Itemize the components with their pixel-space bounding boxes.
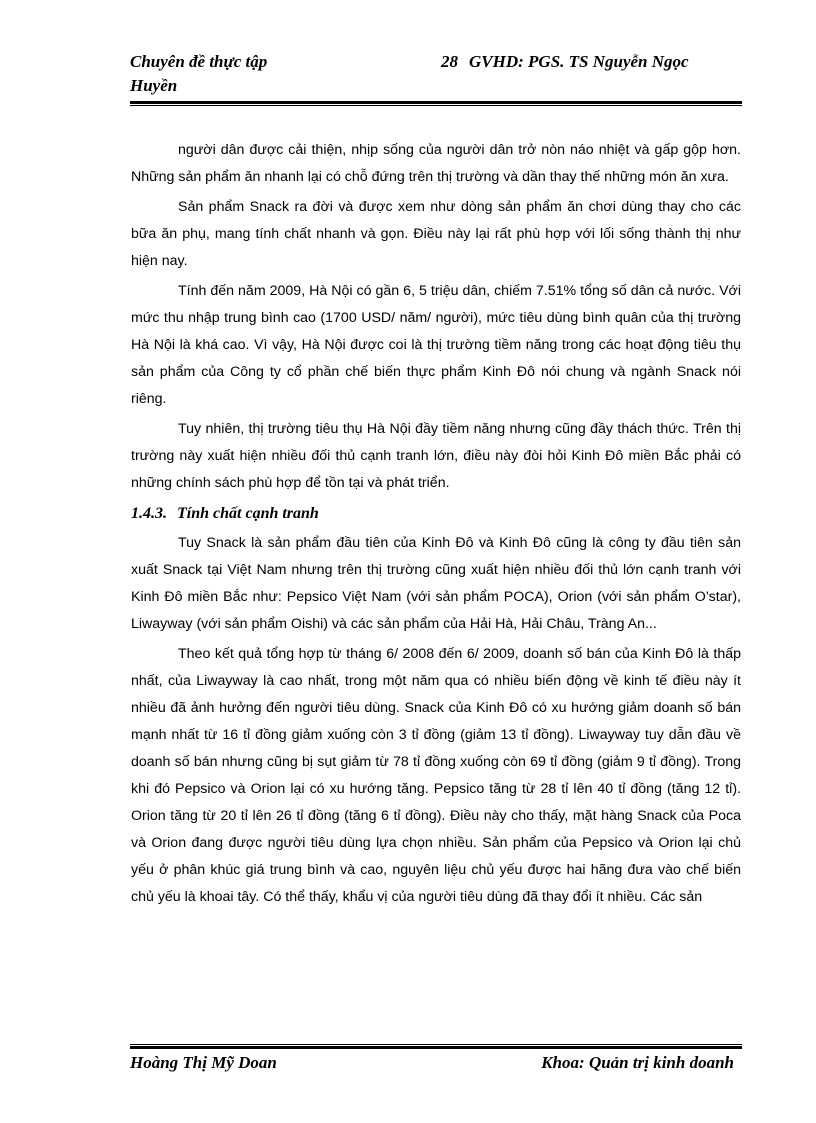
section-title: Tính chất cạnh tranh xyxy=(177,505,319,522)
section-number: 1.4.3. xyxy=(131,505,167,522)
body-paragraph: Tuy nhiên, thị trường tiêu thụ Hà Nội đầy tiềm năng nhưng cũng đầy thách thức. Trên thị trường này xuất hiện nhiều đối thủ cạnh tranh lớn, điều này đòi hỏi Kinh Đô miền Bắc phải có những chính sách phù hợp để tồn tại và phát triển. xyxy=(131,421,741,491)
footer-rule xyxy=(130,1044,742,1049)
page-number: 28 xyxy=(441,52,458,71)
header-rule xyxy=(130,101,742,106)
header-left-title: Chuyên đề thực tập Huyền xyxy=(130,52,268,95)
body-paragraph: Tính đến năm 2009, Hà Nội có gần 6, 5 triệu dân, chiếm 7.51% tổng số dân cả nước. Với mức thu nhập trung bình cao (1700 USD/ năm/ người), mức tiêu dùng bình quân của thị trường Hà Nội là khá cao. Vì vậy, Hà Nội được coi là thị trường tiềm năng trong các hoạt động tiêu thụ sản phẩm của Công ty cổ phần chế biến thực phẩm Kinh Đô nói chung và ngành Snack nói riêng. xyxy=(131,283,741,407)
page-body xyxy=(131,137,741,914)
header-supervisor: GVHD: PGS. TS Nguyễn Ngọc xyxy=(469,52,689,71)
footer-faculty: Khoa: Quản trị kinh doanh xyxy=(541,1053,734,1072)
body-paragraph: Sản phẩm Snack ra đời và được xem như dòng sản phẩm ăn chơi dùng thay cho các bữa ăn phụ, mang tính chất nhanh và gọn. Điều này lại rất phù hợp với lối sống thành thị như hiện nay. xyxy=(131,199,741,269)
body-paragraph: Theo kết quả tổng hợp từ tháng 6/ 2008 đến 6/ 2009, doanh số bán của Kinh Đô là thấp nhất, của Liwayway là cao nhất, trong một năm qua có nhiều biến động về kinh tế điều này ít nhiều đã ảnh hưởng đến người tiêu dùng. Snack của Kinh Đô có xu hướng giảm doanh số bán mạnh nhất từ 16 tỉ đồng giảm xuống còn 3 tỉ đồng (giảm 13 tỉ đồng). Liwayway tuy dẫn đầu về doanh số bán nhưng cũng bị sụt giảm từ 78 tỉ đồng xuống còn 69 tỉ đồng (giảm 9 tỉ đồng). Trong khi đó Pepsico và Orion lại có xu hướng tăng. Pepsico tăng từ 28 tỉ lên 40 tỉ đồng (tăng 12 tỉ). Orion tăng từ 20 tỉ lên 26 tỉ đồng (tăng 6 tỉ đồng). Điều này cho thấy, mặt hàng Snack của Poca và Orion đang được người tiêu dùng lựa chọn nhiều. Sản phẩm của Pepsico và Orion lại chủ yếu ở phân khúc giá trung bình và cao, nguyên liệu chủ yếu được hai hãng đưa vào chế biến chủ yếu là khoai tây. Có thể thấy, khẩu vị của người tiêu dùng đã thay đổi ít nhiều. Các sản xyxy=(131,646,741,905)
footer-author: Hoàng Thị Mỹ Doan xyxy=(130,1053,277,1072)
body-paragraph: Tuy Snack là sản phẩm đầu tiên của Kinh Đô và Kinh Đô cũng là công ty đầu tiên sản xuất Snack tại Việt Nam nhưng trên thị trường cũng xuất hiện nhiều đối thủ lớn cạnh tranh với Kinh Đô miền Bắc như: Pepsico Việt Nam (với sản phẩm POCA), Orion (với sản phẩm O’star), Liwayway (với sản phẩm Oishi) và các sản phẩm của Hải Hà, Hải Châu, Tràng An... xyxy=(131,535,741,632)
body-paragraph: người dân được cải thiện, nhịp sống của người dân trở nòn náo nhiệt và gấp gộp hơn. Những sản phẩm ăn nhanh lại có chỗ đứng trên thị trường và dần thay thế những món ăn xưa. xyxy=(131,142,741,185)
page-header xyxy=(130,50,742,100)
section-heading xyxy=(131,500,741,527)
